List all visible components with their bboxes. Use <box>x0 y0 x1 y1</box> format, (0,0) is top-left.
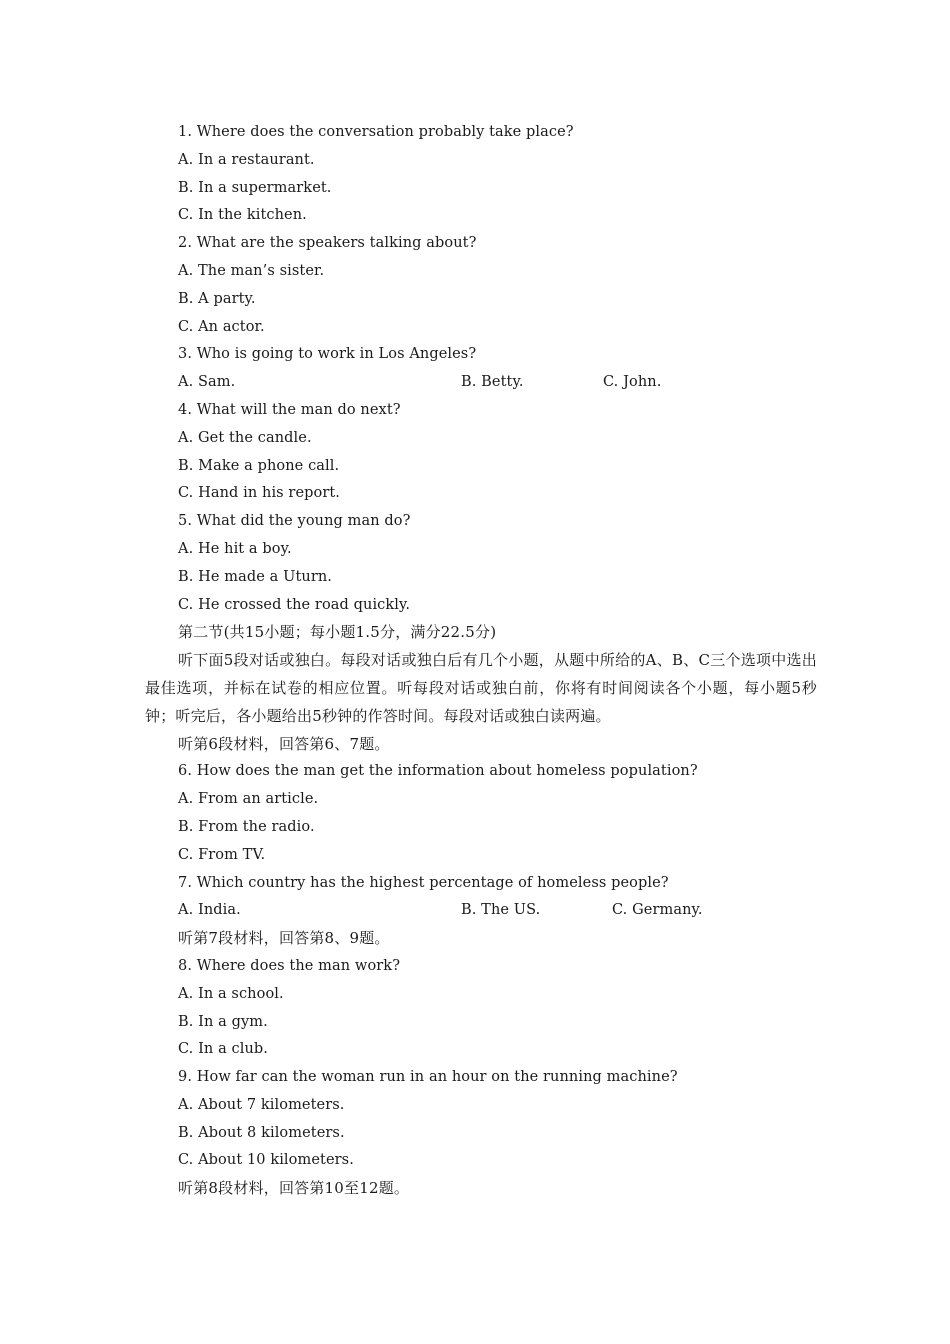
q9-option-c: C. About 10 kilometers. <box>178 1152 354 1169</box>
q1-option-a: A. In a restaurant. <box>178 151 315 168</box>
q7-options-row <box>145 897 817 925</box>
q5-option-c: C. He crossed the road quickly. <box>178 596 411 613</box>
material-6-label: 听第6段材料，回答第6、7题。 <box>178 734 390 753</box>
q7-option-b: B. The US. <box>461 902 541 919</box>
q2-option-c: C. An actor. <box>178 318 265 335</box>
q7-option-a: A. India. <box>178 902 241 919</box>
question-8: 8. Where does the man work? <box>178 957 401 974</box>
question-3: 3. Who is going to work in Los Angeles? <box>178 346 477 363</box>
document-body <box>145 119 817 1203</box>
q4-option-a: A. Get the candle. <box>178 429 312 446</box>
q8-option-b: B. In a gym. <box>178 1013 268 1030</box>
q9-option-a: A. About 7 kilometers. <box>178 1096 345 1113</box>
question-2: 2. What are the speakers talking about? <box>178 235 477 252</box>
question-1: 1. Where does the conversation probably take place? <box>178 124 574 140</box>
q4-option-c: C. Hand in his report. <box>178 485 341 502</box>
material-8-label: 听第8段材料，回答第10至12题。 <box>178 1179 410 1198</box>
section-2-instructions: 听下面5段对话或独白。每段对话或独白后有几个小题，从题中所给的A、B、C三个选项中选出最佳选项，并标在试卷的相应位置。听每段对话或独白前，你将有时间阅读各个小题，每小题5秒钟；听完后，各小题给出5秒钟的作答时间。每段对话或独白读两遍。 <box>145 651 817 725</box>
q6-option-b: B. From the radio. <box>178 818 315 835</box>
q9-option-b: B. About 8 kilometers. <box>178 1124 345 1141</box>
q3-option-b: B. Betty. <box>461 374 524 391</box>
q8-option-c: C. In a club. <box>178 1041 269 1058</box>
q2-option-a: A. The man’s sister. <box>178 262 325 279</box>
q1-option-c: C. In the kitchen. <box>178 207 307 224</box>
q7-option-c: C. Germany. <box>612 902 703 919</box>
q4-option-b: B. Make a phone call. <box>178 457 340 474</box>
q6-option-c: C. From TV. <box>178 846 266 863</box>
q6-option-a: A. From an article. <box>178 791 319 808</box>
question-7: 7. Which country has the highest percentage of homeless people? <box>178 874 669 891</box>
q1-option-b: B. In a supermarket. <box>178 179 332 196</box>
q5-option-b: B. He made a Uturn. <box>178 568 332 585</box>
question-6: 6. How does the man get the information about homeless population? <box>178 763 698 780</box>
q5-option-a: A. He hit a boy. <box>178 540 292 557</box>
question-9: 9. How far can the woman run in an hour on the running machine? <box>178 1069 678 1086</box>
question-5: 5. What did the young man do? <box>178 513 411 530</box>
material-7-label: 听第7段材料，回答第8、9题。 <box>178 929 390 948</box>
q3-option-a: A. Sam. <box>178 374 236 391</box>
q3-options-row <box>145 369 817 397</box>
question-4: 4. What will the man do next? <box>178 401 401 418</box>
section-2-heading: 第二节(共15小题；每小题1.5分，满分22.5分) <box>178 623 497 642</box>
q8-option-a: A. In a school. <box>178 985 284 1002</box>
q2-option-b: B. A party. <box>178 290 256 307</box>
q3-option-c: C. John. <box>603 374 662 391</box>
